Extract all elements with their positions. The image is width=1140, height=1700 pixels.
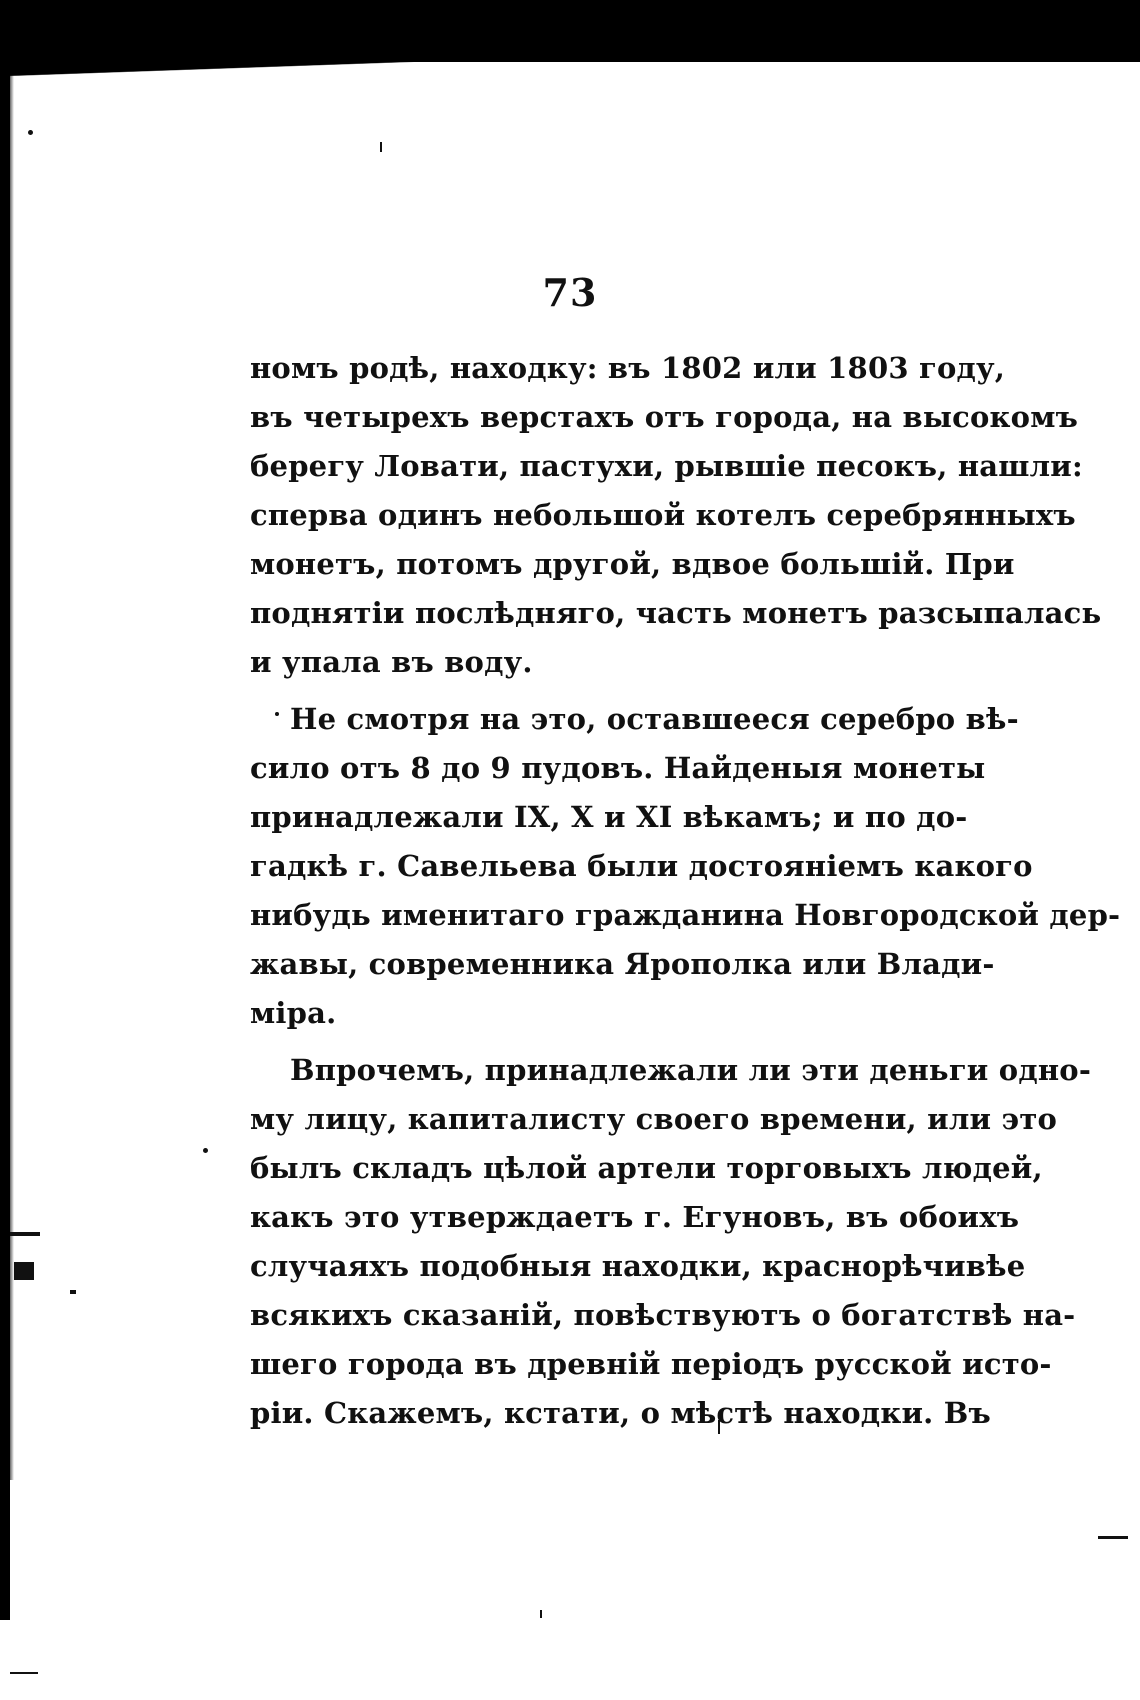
scan-top-border-edge <box>0 40 1140 80</box>
text-line: поднятіи послѣдняго, часть монетъ разсыпалась <box>250 596 1102 630</box>
text-line: сило отъ 8 до 9 пудовъ. Найденыя монеты <box>250 751 986 785</box>
scan-speck <box>380 142 382 152</box>
text-line: случаяхъ подобныя находки, краснорѣчивѣе <box>250 1249 1026 1283</box>
text-line: Не смотря на это, оставшееся серебро вѣ- <box>290 702 1019 736</box>
paragraph <box>250 344 1102 687</box>
text-line: берегу Ловати, пастухи, рывшіе песокъ, нашли: <box>250 449 1083 483</box>
scan-speck <box>540 1610 542 1618</box>
scan-speck <box>14 1262 34 1280</box>
text-line: и упала въ воду. <box>250 645 533 679</box>
paragraph-gap <box>250 1038 910 1046</box>
text-line: жавы, современника Ярополка или Влади- <box>250 947 995 981</box>
page-number: 73 <box>542 270 598 315</box>
text-line: му лицу, капиталисту своего времени, или это <box>250 1102 1058 1136</box>
text-line: шего города въ древній періодъ русской исто- <box>250 1347 1052 1381</box>
paragraph <box>250 695 1121 1038</box>
scan-speck <box>203 1148 208 1153</box>
paragraph <box>250 1046 1092 1438</box>
text-line: принадлежали IX, X и XI вѣкамъ; и по до- <box>250 800 968 834</box>
text-line: Впрочемъ, принадлежали ли эти деньги одно- <box>290 1053 1092 1087</box>
text-line: нибудь именитаго гражданина Новгородской дер- <box>250 898 1121 932</box>
text-line: былъ складъ цѣлой артели торговыхъ людей, <box>250 1151 1043 1185</box>
text-line: ріи. Скажемъ, кстати, о мѣстѣ находки. Въ <box>250 1396 991 1430</box>
text-line: сперва одинъ небольшой котелъ серебрянныхъ <box>250 498 1076 532</box>
scan-speck <box>10 1232 40 1236</box>
text-line: міра. <box>250 996 337 1030</box>
scan-speck <box>28 130 33 135</box>
body-text <box>250 344 1121 1438</box>
text-line: въ четырехъ верстахъ отъ города, на высокомъ <box>250 400 1079 434</box>
text-line: гадкѣ г. Савельева были достояніемъ какого <box>250 849 1033 883</box>
paragraph-gap <box>250 687 910 695</box>
text-line: какъ это утверждаетъ г. Егуновъ, въ обоихъ <box>250 1200 1020 1234</box>
text-line: всякихъ сказаній, повѣствуютъ о богатствѣ на- <box>250 1298 1076 1332</box>
scan-speck <box>1098 1536 1128 1539</box>
text-line: номъ родѣ, находку: въ 1802 или 1803 году, <box>250 351 1006 385</box>
scan-speck <box>70 1290 76 1294</box>
text-line: монетъ, потомъ другой, вдвое большій. При <box>250 547 1015 581</box>
scan-speck <box>10 1672 38 1674</box>
